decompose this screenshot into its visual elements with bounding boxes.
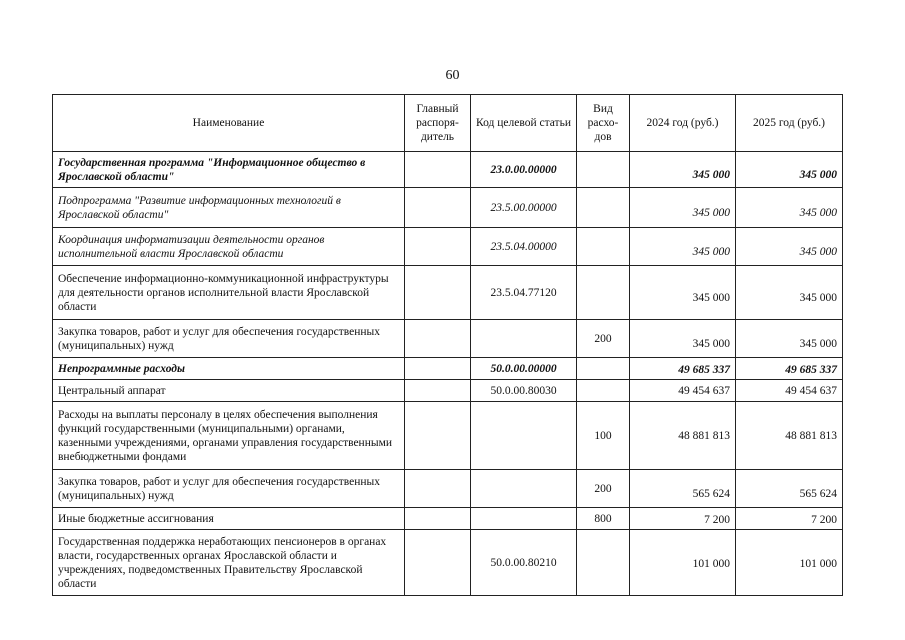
- row-admin: [405, 228, 471, 266]
- row-admin: [405, 320, 471, 358]
- row-type: 200: [577, 320, 630, 358]
- row-admin: [405, 380, 471, 402]
- table-row: [53, 266, 843, 320]
- row-code: [471, 470, 577, 508]
- row-type: 100: [577, 402, 630, 470]
- header-name: Наименование: [53, 95, 405, 152]
- table-row: [53, 188, 843, 228]
- row-2025: 565 624: [736, 470, 843, 508]
- row-code: [471, 402, 577, 470]
- row-2024: 48 881 813: [630, 402, 736, 470]
- row-2024: 49 685 337: [630, 358, 736, 380]
- header-type: Вид расхо-дов: [577, 95, 630, 152]
- row-name: Закупка товаров, работ и услуг для обеспечения государственных (муниципальных) нужд: [53, 320, 405, 358]
- header-admin: Главный распоря-дитель: [405, 95, 471, 152]
- row-admin: [405, 508, 471, 530]
- row-2025: 7 200: [736, 508, 843, 530]
- row-2025: 345 000: [736, 266, 843, 320]
- row-code: 23.0.00.00000: [471, 152, 577, 188]
- row-type: [577, 530, 630, 596]
- row-name: Координация информатизации деятельности органов исполнительной власти Ярославской области: [53, 228, 405, 266]
- row-name: Подпрограмма "Развитие информационных технологий в Ярославской области": [53, 188, 405, 228]
- row-name: Государственная программа "Информационное общество в Ярославской области": [53, 152, 405, 188]
- row-type: [577, 358, 630, 380]
- row-2024: 345 000: [630, 266, 736, 320]
- header-2025: 2025 год (руб.): [736, 95, 843, 152]
- row-type: [577, 188, 630, 228]
- table-row: [53, 530, 843, 596]
- row-code: [471, 320, 577, 358]
- row-code: 50.0.00.00000: [471, 358, 577, 380]
- row-2025: 49 454 637: [736, 380, 843, 402]
- table-row: [53, 358, 843, 380]
- row-type: [577, 228, 630, 266]
- row-2025: 345 000: [736, 188, 843, 228]
- row-admin: [405, 266, 471, 320]
- row-type: [577, 266, 630, 320]
- row-admin: [405, 188, 471, 228]
- row-2024: 7 200: [630, 508, 736, 530]
- row-type: [577, 380, 630, 402]
- row-code: 23.5.04.00000: [471, 228, 577, 266]
- row-2024: 101 000: [630, 530, 736, 596]
- row-code: 23.5.04.77120: [471, 266, 577, 320]
- row-admin: [405, 402, 471, 470]
- row-code: 50.0.00.80210: [471, 530, 577, 596]
- row-type: 200: [577, 470, 630, 508]
- table-row: [53, 508, 843, 530]
- row-name: Обеспечение информационно-коммуникационной инфраструктуры для деятельности органов исполнительной власти Ярославской области: [53, 266, 405, 320]
- row-name: Расходы на выплаты персоналу в целях обеспечения выполнения функций государственными (муниципальными) органами, казенными учреждениями, органами управления государственными внебюджетными фондами: [53, 402, 405, 470]
- table-row: [53, 402, 843, 470]
- row-2024: 345 000: [630, 152, 736, 188]
- row-code: 23.5.00.00000: [471, 188, 577, 228]
- table-row: [53, 320, 843, 358]
- row-2024: 345 000: [630, 320, 736, 358]
- row-admin: [405, 152, 471, 188]
- row-name: Центральный аппарат: [53, 380, 405, 402]
- table-row: [53, 380, 843, 402]
- row-admin: [405, 470, 471, 508]
- row-2025: 48 881 813: [736, 402, 843, 470]
- row-2025: 345 000: [736, 320, 843, 358]
- expenditure-table: [52, 94, 843, 596]
- page-number: 60: [445, 68, 460, 83]
- row-2024: 345 000: [630, 188, 736, 228]
- row-2025: 345 000: [736, 152, 843, 188]
- header-row: [53, 95, 843, 152]
- row-type: [577, 152, 630, 188]
- row-2025: 101 000: [736, 530, 843, 596]
- table-row: [53, 152, 843, 188]
- row-type: 800: [577, 508, 630, 530]
- row-2024: 565 624: [630, 470, 736, 508]
- table-row: [53, 228, 843, 266]
- row-name: Непрограммные расходы: [53, 358, 405, 380]
- row-code: 50.0.00.80030: [471, 380, 577, 402]
- header-code: Код целевой статьи: [471, 95, 577, 152]
- row-name: Закупка товаров, работ и услуг для обеспечения государственных (муниципальных) нужд: [53, 470, 405, 508]
- row-admin: [405, 358, 471, 380]
- row-name: Государственная поддержка неработающих пенсионеров в органах власти, государственных органах Ярославской области и учреждениях, подведомственных Правительству Ярославской области: [53, 530, 405, 596]
- row-admin: [405, 530, 471, 596]
- row-code: [471, 508, 577, 530]
- row-2025: 49 685 337: [736, 358, 843, 380]
- header-2024: 2024 год (руб.): [630, 95, 736, 152]
- row-2024: 345 000: [630, 228, 736, 266]
- row-name: Иные бюджетные ассигнования: [53, 508, 405, 530]
- row-2024: 49 454 637: [630, 380, 736, 402]
- table-row: [53, 470, 843, 508]
- row-2025: 345 000: [736, 228, 843, 266]
